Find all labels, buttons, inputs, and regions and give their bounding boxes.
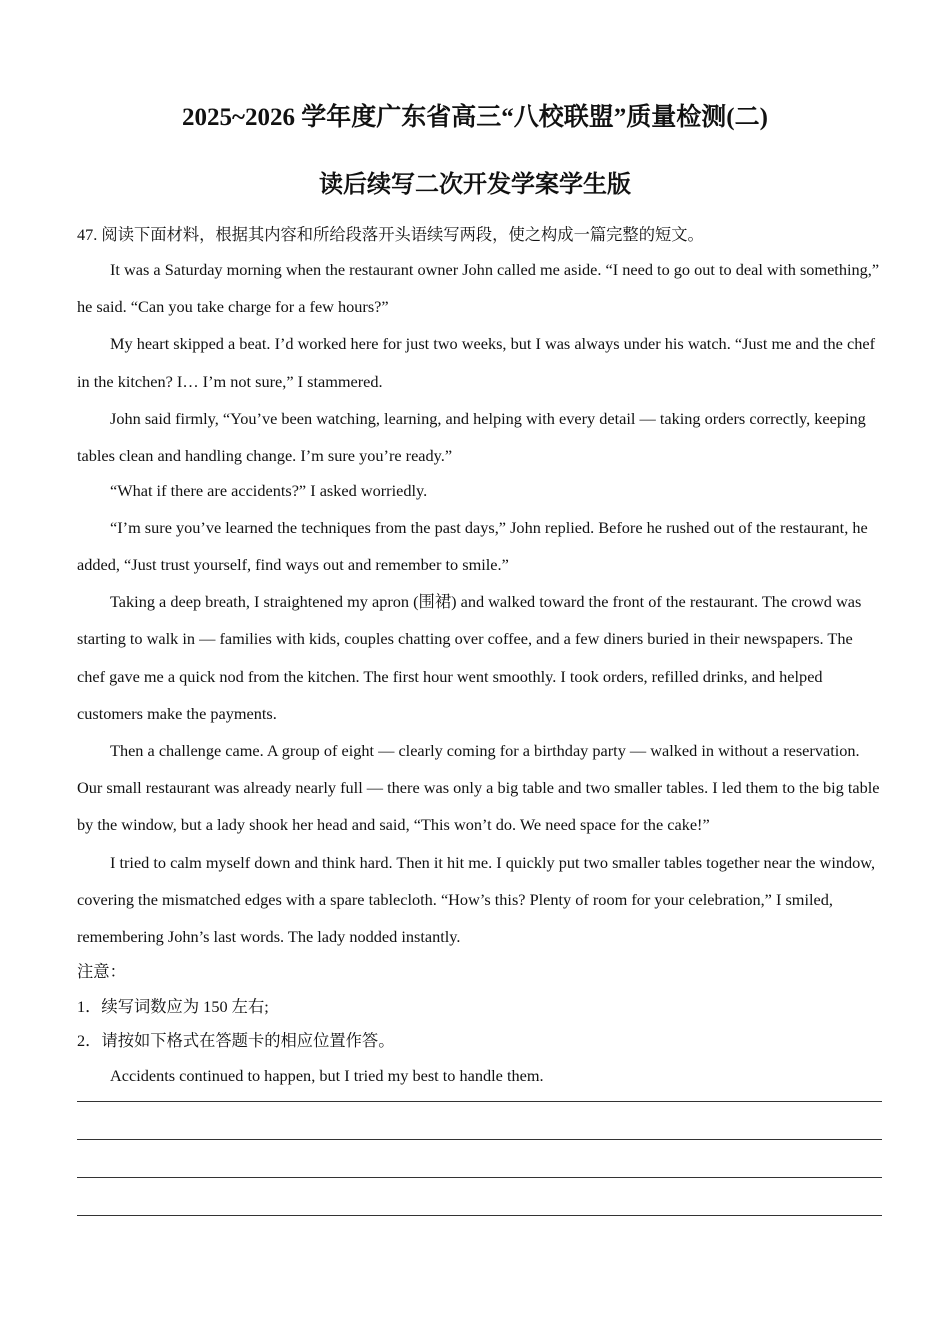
- continuation-prompt: Accidents continued to happen, but I tried my best to handle them.: [110, 1065, 544, 1085]
- answer-line[interactable]: [77, 1177, 882, 1178]
- story-paragraph-3: John said firmly, “You’ve been watching, learning, and helping with every detail — taking orders correctly, keeping tables clean and handling change. I’m sure you’re ready.”: [77, 408, 866, 466]
- answer-lines: [77, 1101, 882, 1253]
- story-paragraph-8: I tried to calm myself down and think hard. Then it hit me. I quickly put two smaller tables together near the window, covering the mismatched edges with a spare tablecloth. “How’s this? Plenty of room for your celebration,” I smiled, remembering John’s last words. The lady nodded instantly.: [77, 852, 876, 946]
- note-item-1: 1．续写词数应为 150 左右;: [77, 996, 269, 1016]
- story-paragraph-5: “I’m sure you’ve learned the techniques from the past days,” John replied. Before he rushed out of the restaurant, he added, “Just trust yourself, find ways out and remember to smile.”: [77, 517, 868, 574]
- note-item-2: 2．请按如下格式在答题卡的相应位置作答。: [77, 1031, 395, 1051]
- notes-heading: 注意：: [77, 962, 126, 982]
- story-paragraph-4: “What if there are accidents?” I asked worriedly.: [110, 481, 428, 501]
- story-paragraph-2: My heart skipped a beat. I’d worked here for just two weeks, but I was always under his watch. “Just me and the chef in the kitchen? I… I’m not sure,” I stammered.: [77, 334, 875, 391]
- document-subtitle: 读后续写二次开发学案学生版: [319, 172, 631, 198]
- story-paragraph-7: Then a challenge came. A group of eight — clearly coming for a birthday party — walked in without a reservation. Our small restaurant was already nearly full — there was only a big table and two smaller tables. I led them to the big table by the window, but a lady shook her head and said, “This won’t do. We need space for the cake!”: [77, 740, 880, 835]
- story-paragraph-6: Taking a deep breath, I straightened my apron (围裙) and walked toward the front of the restaurant. The crowd was starting to walk in — families with kids, couples chatting over coffee, and a few diners buried in their newspapers. The chef gave me a quick nod from the kitchen. The first hour went smoothly. I took orders, refilled drinks, and helped customers make the payments.: [77, 592, 862, 723]
- question-instruction: 47. 阅读下面材料，根据其内容和所给段落开头语续写两段，使之构成一篇完整的短文。: [77, 225, 704, 244]
- answer-line[interactable]: [77, 1139, 882, 1140]
- document-title: 2025~2026 学年度广东省高三“八校联盟”质量检测(二): [182, 104, 768, 131]
- answer-line[interactable]: [77, 1101, 882, 1102]
- story-paragraph-1: It was a Saturday morning when the restaurant owner John called me aside. “I need to go out to deal with something,” he said. “Can you take charge for a few hours?”: [77, 260, 880, 317]
- document-body: [77, 220, 882, 1093]
- answer-line[interactable]: [77, 1215, 882, 1216]
